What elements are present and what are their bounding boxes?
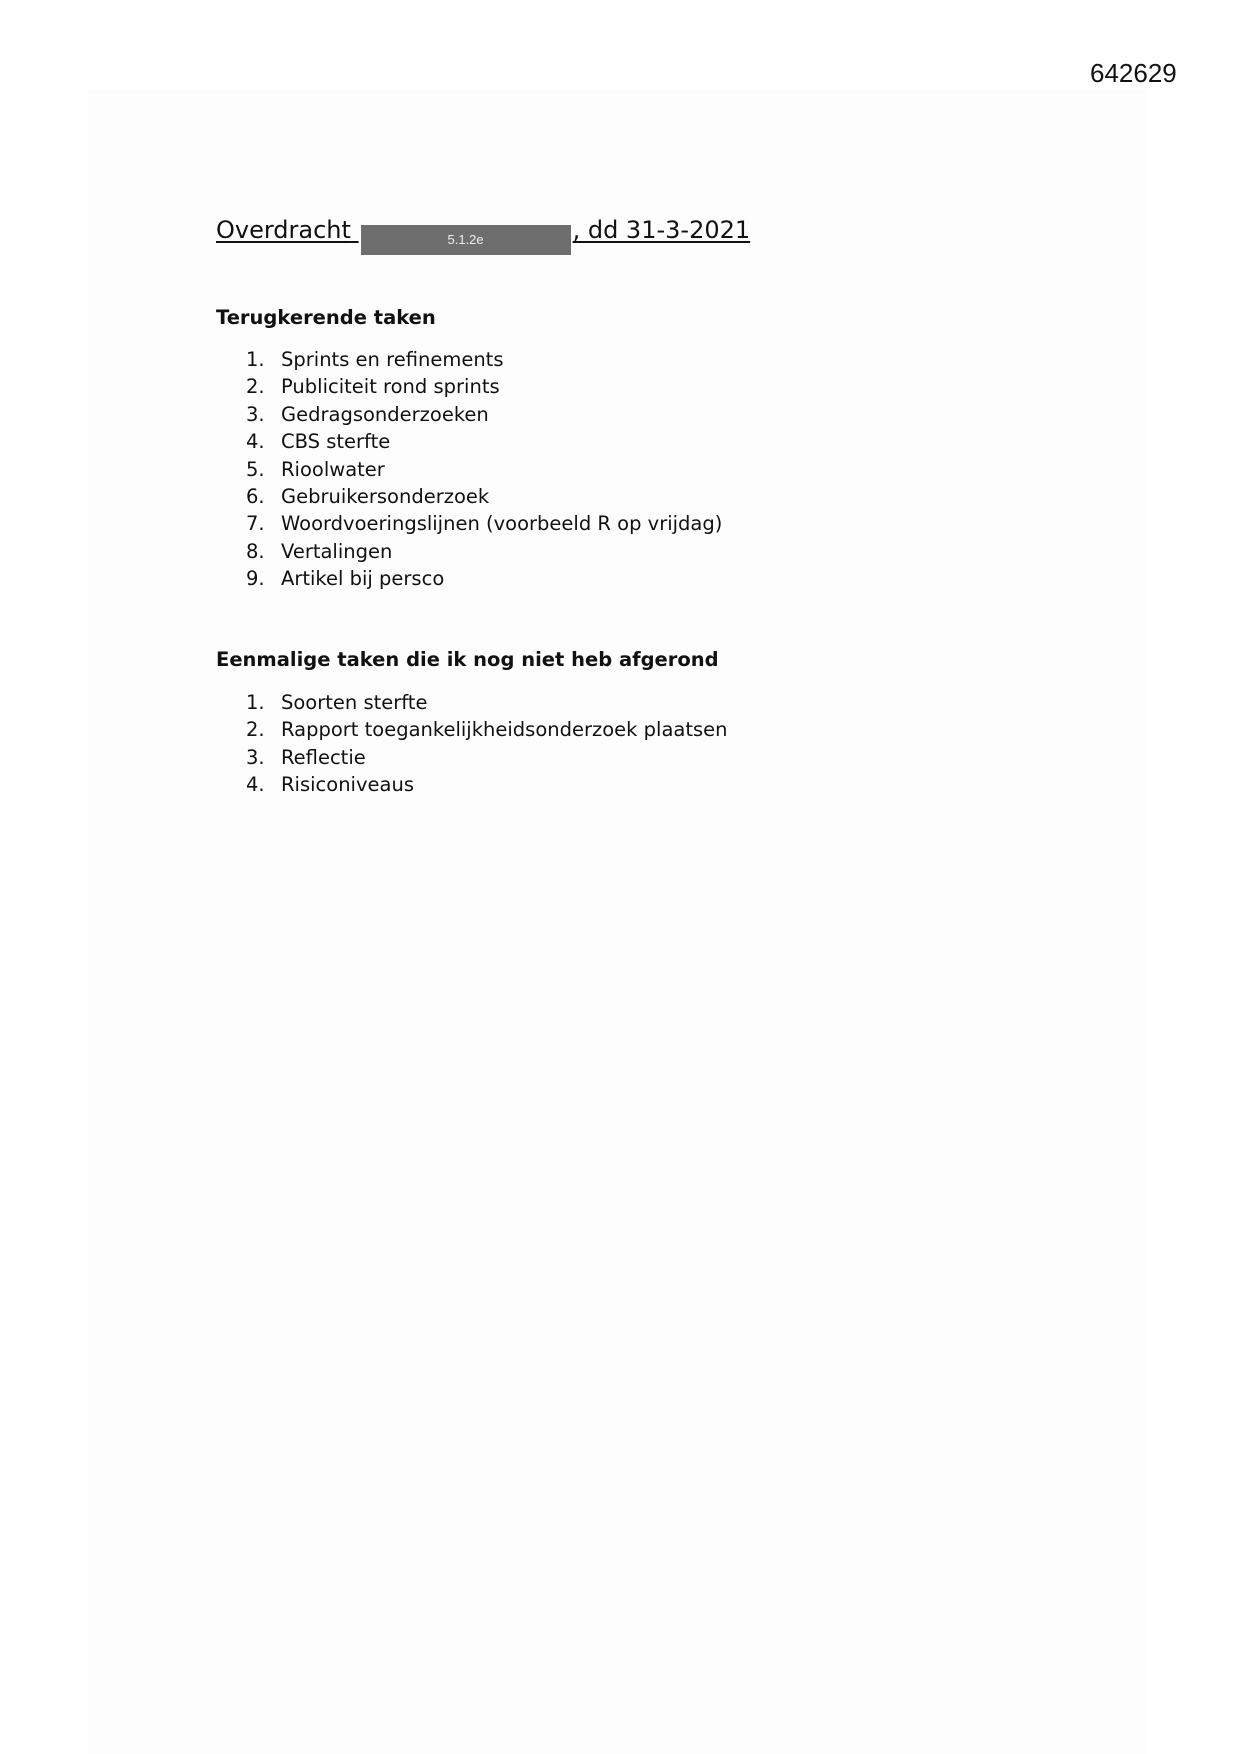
title-suffix: , dd 31-3-2021 [572, 216, 751, 244]
list-item: 4. CBS sterfte [246, 430, 391, 454]
list-item: 9. Artikel bij persco [246, 567, 445, 591]
section-heading-unfinished: Eenmalige taken die ik nog niet heb afgerond [216, 648, 719, 671]
list-item: 1. Soorten sterfte [246, 691, 428, 714]
document-title [216, 216, 750, 255]
list-item: 5. Rioolwater [246, 457, 385, 481]
recurring-tasks-list [246, 346, 722, 593]
document-id: 642629 [1090, 58, 1177, 88]
list-item: 7. Woordvoeringslijnen (voorbeeld R op vrijdag) [246, 512, 723, 536]
section-heading-recurring: Terugkerende taken [216, 306, 436, 329]
list-item: 2. Rapport toegankelijkheidsonderzoek plaatsen [246, 718, 728, 742]
page-background [88, 90, 1148, 1754]
list-item: 6. Gebruikersonderzoek [246, 484, 490, 508]
list-item: 3. Reflectie [246, 745, 366, 769]
list-item: 1. Sprints en refinements [246, 348, 504, 371]
list-item: 4. Risiconiveaus [246, 773, 414, 797]
list-item: 3. Gedragsonderzoeken [246, 402, 489, 426]
title-prefix: Overdracht [216, 216, 351, 244]
list-item: 8. Vertalingen [246, 539, 393, 563]
redaction-box: 5.1.2e [361, 225, 571, 255]
unfinished-tasks-list [246, 689, 728, 799]
list-item: 2. Publiciteit rond sprints [246, 375, 500, 399]
